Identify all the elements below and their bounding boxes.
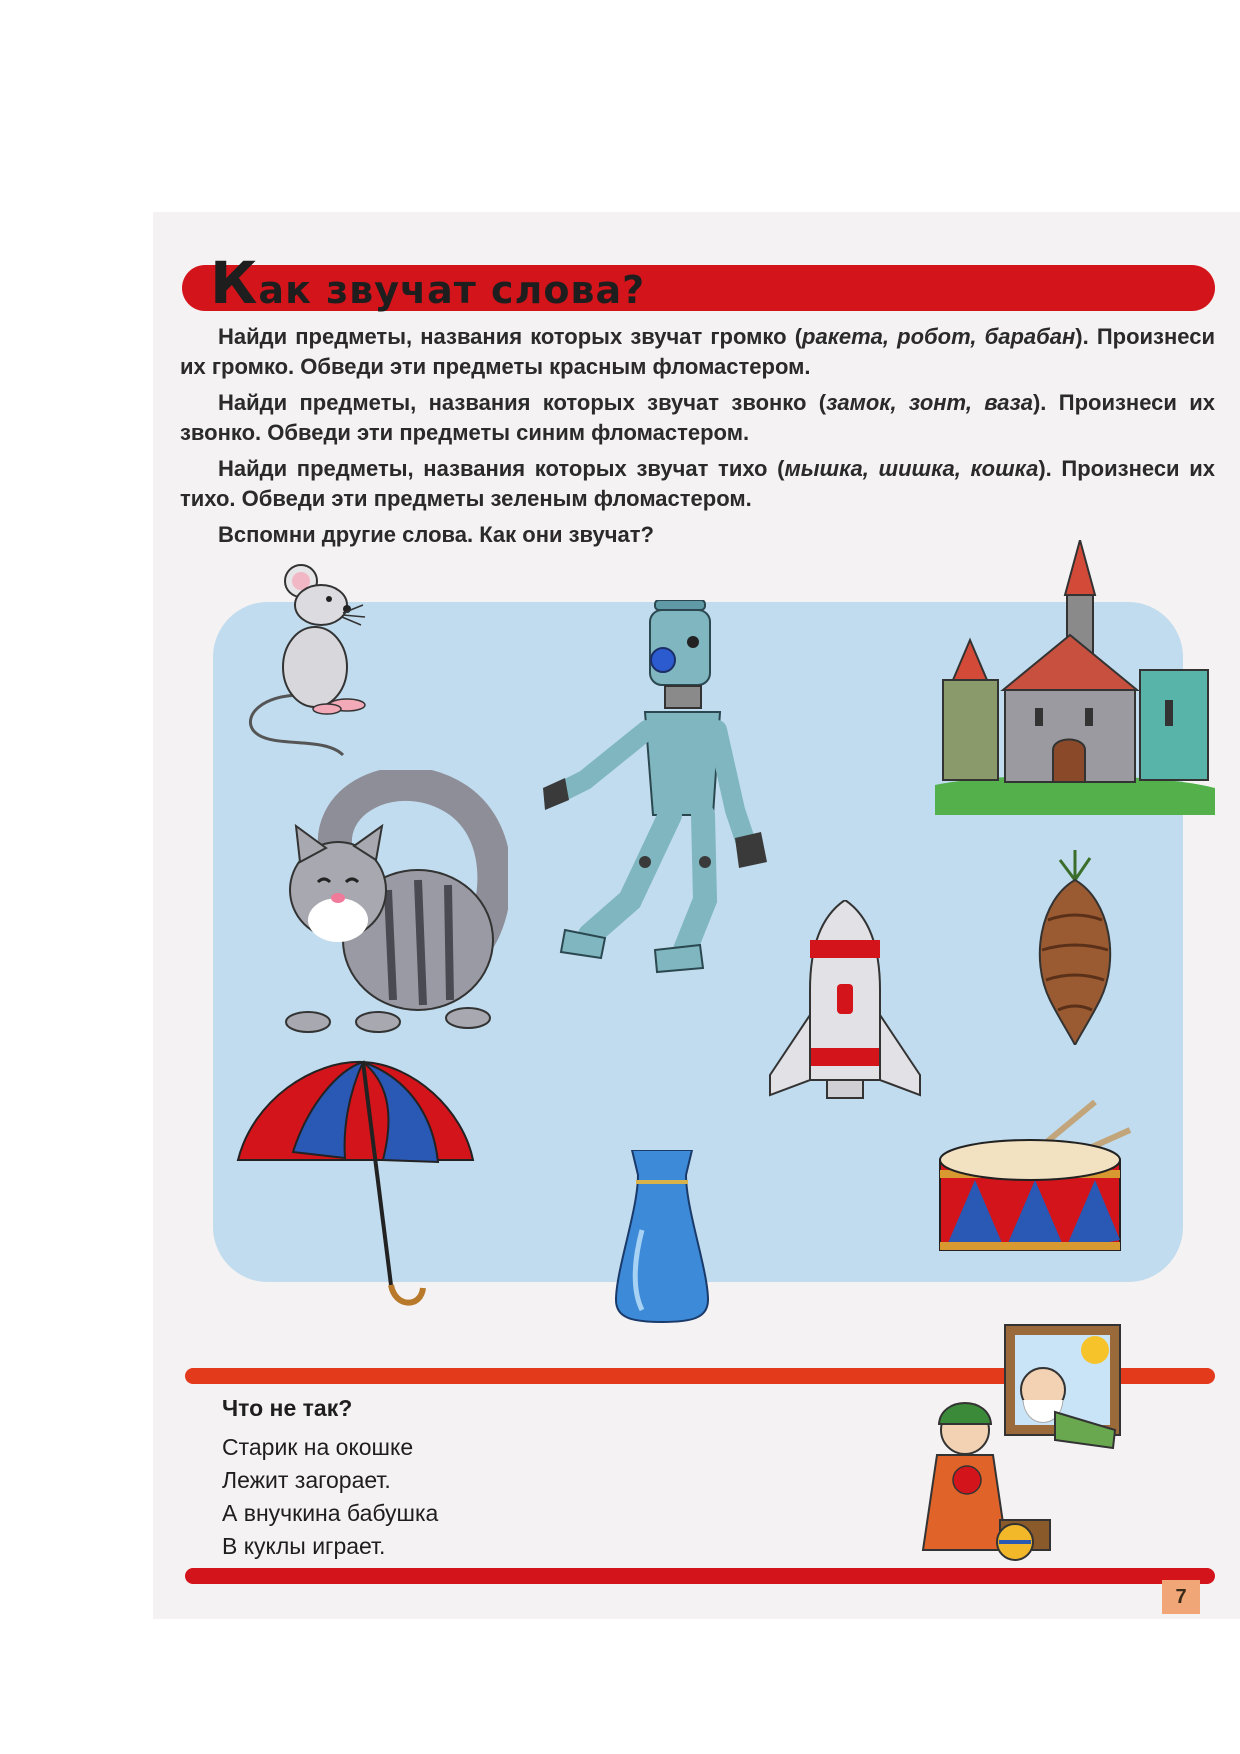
p3-text-end: ). Произнеси их тихо. Обведи эти предметы зеленым фломастером. <box>180 456 1215 511</box>
cat-illustration <box>278 770 508 1045</box>
castle-illustration <box>935 540 1215 815</box>
poem-line: Лежит загорает. <box>222 1467 391 1493</box>
drum-illustration <box>935 1100 1135 1270</box>
poem-line: А внучкина бабушка <box>222 1500 439 1526</box>
pine-cone-illustration <box>1030 850 1120 1045</box>
grandparents-illustration <box>915 1320 1125 1570</box>
rocket-illustration <box>765 900 925 1125</box>
instructions <box>180 322 1215 556</box>
instruction-paragraph-3 <box>180 454 1215 514</box>
title-first-letter: К <box>210 249 259 317</box>
p1-text: Найди предметы, названия которых звучат громко ( <box>218 324 803 349</box>
instruction-paragraph-2 <box>180 388 1215 448</box>
robot-illustration <box>535 600 795 975</box>
instruction-paragraph-1 <box>180 322 1215 382</box>
p1-text-end: ). Произнеси их громко. Обведи эти предметы красным фломастером. <box>180 324 1215 379</box>
poem-title: Что не так? <box>222 1395 353 1421</box>
poem <box>222 1392 822 1563</box>
umbrella-illustration <box>233 1050 478 1315</box>
p2-examples: замок, зонт, ваза <box>826 390 1033 415</box>
p3-examples: мышка, шишка, кошка <box>784 456 1039 481</box>
instruction-paragraph-4: Вспомни другие слова. Как они звучат? <box>218 522 654 547</box>
p1-examples: ракета, робот, барабан <box>802 324 1076 349</box>
poem-line: В куклы играет. <box>222 1533 386 1559</box>
vase-illustration <box>612 1150 712 1325</box>
poem-line: Старик на окошке <box>222 1434 414 1460</box>
mouse-illustration <box>243 555 393 760</box>
p2-text: Найди предметы, названия которых звучат звонко ( <box>218 390 827 415</box>
divider-bottom <box>185 1568 1215 1584</box>
page-title <box>210 249 645 317</box>
p2-text-end: ). Произнеси их звонко. Обведи эти предметы синим фломастером. <box>180 390 1215 445</box>
p3-text: Найди предметы, названия которых звучат тихо ( <box>218 456 785 481</box>
title-rest: ак звучат слова? <box>258 268 646 312</box>
page-number: 7 <box>1162 1580 1200 1614</box>
